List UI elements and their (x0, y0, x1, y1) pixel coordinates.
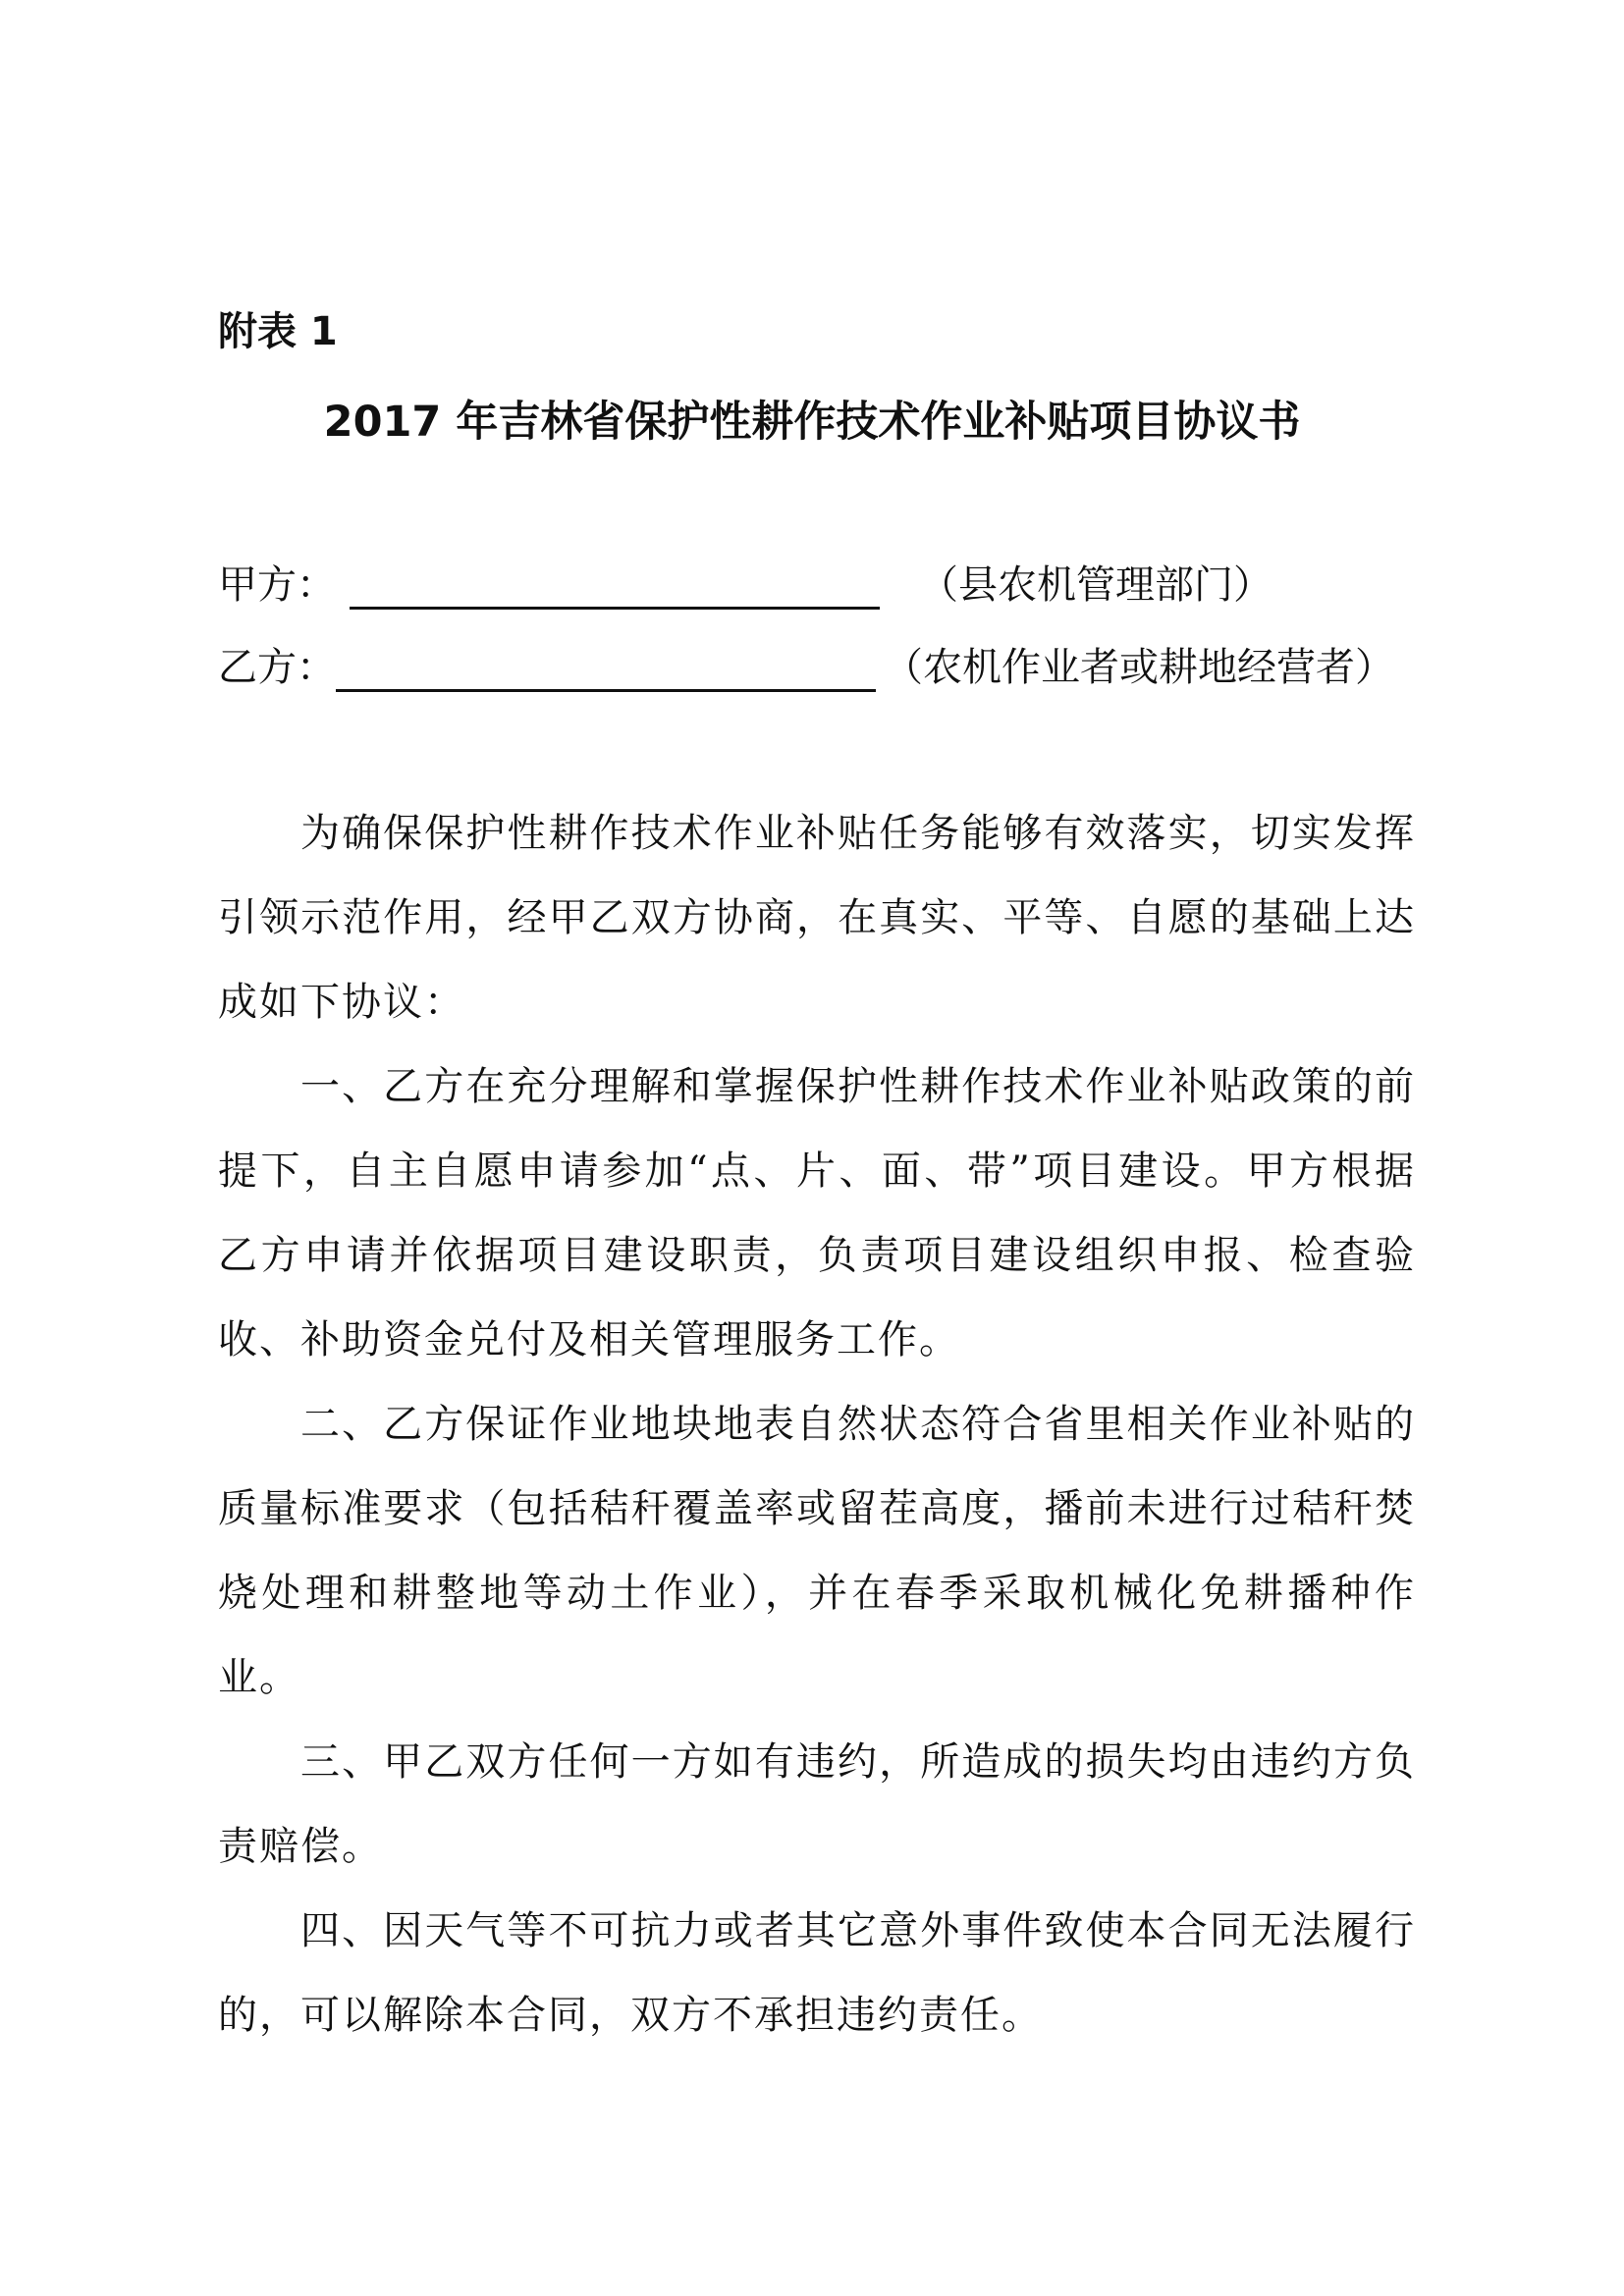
agreement-body (218, 791, 1416, 2057)
clause-4-paragraph: 四、因天气等不可抗力或者其它意外事件致使本合同无法履行的，可以解除本合同，双方不承担违约责任。 (218, 1908, 1416, 2038)
party-b-label: 乙方： (218, 645, 336, 690)
party-a-blank-line (350, 567, 880, 610)
party-a-label: 甲方： (218, 562, 336, 608)
attachment-label: 附表 1 (218, 309, 338, 354)
party-a-row (218, 556, 1272, 614)
party-b-blank-line (336, 650, 876, 692)
intro-paragraph: 为确保保护性耕作技术作业补贴任务能够有效落实，切实发挥引领示范作用，经甲乙双方协商，在真实、平等、自愿的基础上达成如下协议： (218, 811, 1416, 1025)
document-title: 2017 年吉林省保护性耕作技术作业补贴项目协议书 (323, 398, 1301, 447)
party-b-note: （农机作业者或耕地经营者） (884, 645, 1394, 690)
party-a-note: （县农机管理部门） (919, 562, 1272, 608)
clause-2-paragraph: 二、乙方保证作业地块地表自然状态符合省里相关作业补贴的质量标准要求（包括秸秆覆盖率或留茬高度，播前未进行过秸秆焚烧处理和耕整地等动土作业），并在春季采取机械化免耕播种作业。 (218, 1402, 1416, 1700)
party-b-row (218, 638, 1394, 697)
clause-3-paragraph: 三、甲乙双方任何一方如有违约，所造成的损失均由违约方负责赔偿。 (218, 1739, 1416, 1869)
clause-1-paragraph: 一、乙方在充分理解和掌握保护性耕作技术作业补贴政策的前提下，自主自愿申请参加“点、片、面、带”项目建设。甲方根据乙方申请并依据项目建设职责，负责项目建设组织申报、检查验收、补助资金兑付及相关管理服务工作。 (218, 1064, 1416, 1362)
